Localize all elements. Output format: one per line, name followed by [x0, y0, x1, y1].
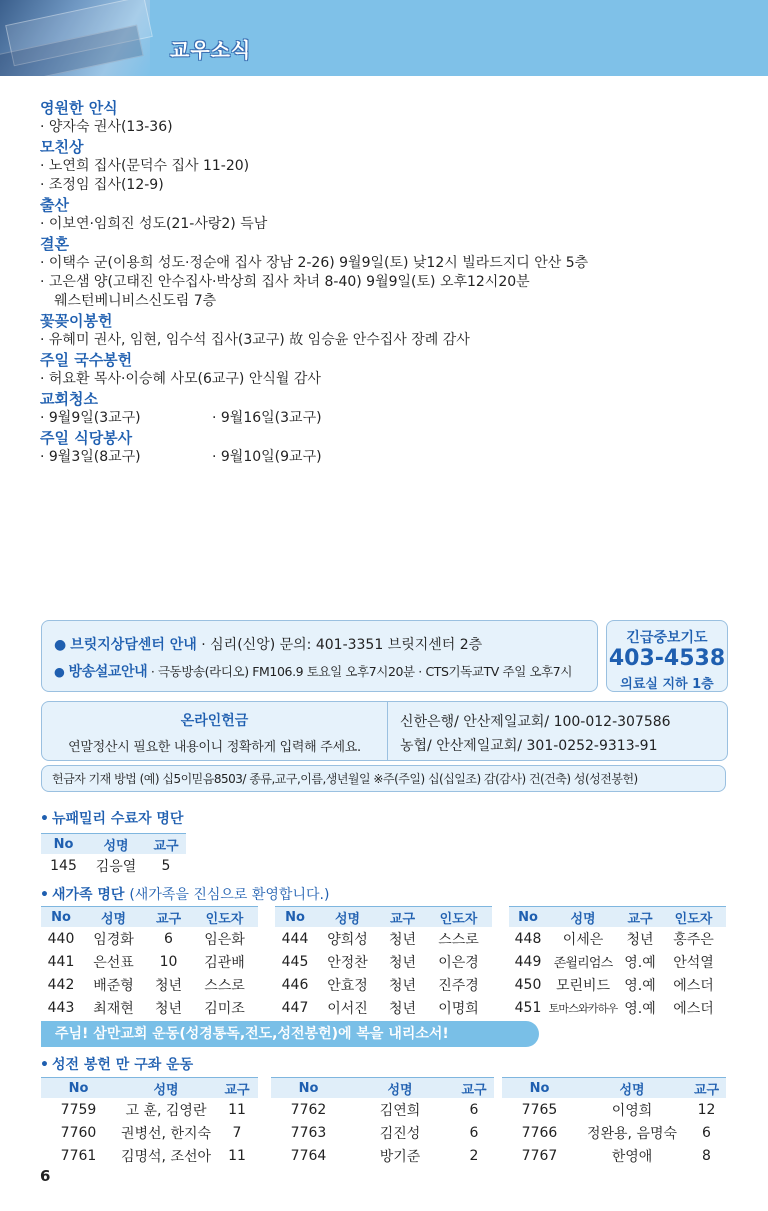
table-row	[41, 1121, 258, 1144]
table-cell: 김명석, 조선아	[120, 1148, 212, 1165]
table-row	[41, 1098, 258, 1121]
column-header: 교구	[216, 1078, 258, 1099]
table-cell: 김관배	[204, 954, 245, 971]
news-section-cleaning	[40, 390, 740, 428]
table-cell: 안정찬	[327, 954, 368, 971]
column-header: 교구	[454, 1078, 494, 1099]
table-cell: 방기준	[379, 1148, 421, 1165]
column-header: 교구	[687, 1078, 726, 1099]
table-cell: 443	[47, 999, 75, 1016]
table-cell: 이영희	[611, 1102, 653, 1119]
table-cell: 김진성	[379, 1125, 421, 1142]
table-row	[275, 927, 492, 950]
column-header: 교구	[619, 907, 661, 928]
table-cell: 6	[702, 1124, 711, 1141]
newcomers-table-1	[41, 906, 258, 1019]
table-cell: 에스더	[673, 977, 714, 994]
info-title: 브릿지상담센터 안내	[70, 637, 197, 653]
table-row	[275, 950, 492, 973]
table-row	[502, 1098, 726, 1121]
column-header: 인도자	[661, 907, 726, 928]
offering-accounts	[400, 710, 671, 758]
column-header: No	[509, 907, 547, 928]
news-list	[40, 98, 740, 467]
column-header: 인도자	[425, 907, 492, 928]
campaign-banner: 주님! 삼만교회 운동(성경통독,전도,성전봉헌)에 복을 내리소서!	[41, 1021, 539, 1047]
offering-left	[42, 702, 388, 760]
table-cell: 12	[697, 1101, 716, 1118]
bullet-dot-icon: •	[40, 811, 49, 827]
news-line: · 양자숙 권사(13-36)	[40, 119, 173, 135]
table-cell: 토마스와카하우	[548, 1001, 618, 1015]
info-title: 방송설교안내	[68, 664, 148, 680]
news-line	[40, 448, 740, 467]
header-band	[0, 0, 768, 76]
table-cell: 스스로	[438, 931, 479, 948]
family-table	[41, 833, 186, 877]
table-row	[275, 996, 492, 1019]
table-row	[275, 973, 492, 996]
schedule-item: · 9월3일(8교구)	[40, 449, 141, 465]
counseling-info	[54, 634, 482, 654]
table-cell: 한영애	[611, 1148, 653, 1165]
news-line: · 노연희 집사(문덕수 집사 11-20)	[40, 158, 250, 174]
table-cell: 6	[164, 930, 173, 947]
table-cell: 정완용, 음명숙	[586, 1125, 678, 1142]
bank-account: 농협/ 안산제일교회/ 301-0252-9313-91	[400, 738, 658, 754]
table-cell: 영.예	[624, 1000, 656, 1017]
info-box	[41, 620, 598, 692]
emergency-location: 의료실 지하 1층	[620, 677, 714, 692]
table-cell: 안효정	[327, 977, 368, 994]
column-header: 성명	[116, 1078, 216, 1099]
table-cell: 7766	[521, 1124, 558, 1141]
section-title: 출산	[40, 196, 69, 214]
newcomers-table-2	[275, 906, 492, 1019]
page-title: 교우소식	[170, 38, 252, 62]
table-cell: 445	[281, 953, 309, 970]
table-cell: 450	[514, 976, 542, 993]
column-header: 교구	[146, 907, 191, 928]
table-header	[271, 1078, 494, 1099]
table-cell: 2	[469, 1147, 479, 1164]
column-header: No	[275, 907, 315, 928]
info-text: · 심리(신앙) 문의: 401-3351 브릿지센터 2층	[196, 637, 483, 653]
table-cell: 449	[514, 953, 542, 970]
offering-title: 온라인헌금	[180, 713, 249, 729]
table-header: No 성명 교구	[41, 834, 186, 855]
table-cell: 444	[281, 930, 309, 947]
table-cell: 김미조	[204, 1000, 245, 1017]
table-row: 145 김응열 5	[50, 857, 171, 875]
table-cell: 청년	[388, 1000, 417, 1017]
table-cell: 이세은	[562, 931, 604, 948]
table-row	[271, 1098, 494, 1121]
table-cell: 7764	[290, 1147, 327, 1164]
table-row	[41, 996, 258, 1019]
info-text: · 극동방송(라디오) FM106.9 토요일 오후7시20분 · CTS기독교TV 주일 오후7시	[147, 664, 573, 679]
table-cell: 권병선, 한지숙	[120, 1125, 212, 1142]
table-row	[509, 927, 726, 950]
table-cell: 스스로	[204, 977, 245, 994]
news-section-noodles	[40, 351, 740, 389]
table-cell: 청년	[388, 977, 417, 994]
table-cell: 7761	[60, 1147, 97, 1164]
section-title: 주일 식당봉사	[40, 429, 133, 447]
table-cell: 존윌리엄스	[553, 956, 613, 971]
news-line: · 이보연·임희진 성도(21-사랑2) 득남	[40, 216, 268, 232]
table-header	[275, 907, 492, 928]
section-title: 영원한 안식	[40, 99, 118, 117]
bullet-dot-icon: •	[40, 1057, 49, 1073]
column-header: 성명	[577, 1078, 687, 1099]
section-title: 결혼	[40, 235, 69, 253]
table-cell: 청년	[626, 931, 654, 948]
schedule-item: · 9월9일(3교구)	[40, 410, 141, 426]
table-cell: 448	[514, 930, 542, 947]
news-line: · 유혜미 권사, 임현, 임수석 집사(3교구) 故 임승윤 안수집사 장례 감사	[40, 332, 470, 348]
table-row	[271, 1121, 494, 1144]
table-cell: 7760	[60, 1124, 97, 1141]
table-cell: 7	[232, 1124, 242, 1141]
table-cell: 451	[514, 999, 542, 1016]
news-section-mother	[40, 138, 740, 195]
offering-method: 헌금자 기재 방법 (예) 십5이믿음8503/ 종류,교구,이름,생년월일 ※주(주일) 십(십일조) 감(감사) 건(건축) 성(성전봉헌)	[41, 765, 726, 792]
table-row	[41, 1144, 258, 1167]
table-cell: 청년	[388, 931, 417, 948]
table-cell: 7763	[290, 1124, 327, 1141]
table-cell: 은선표	[93, 954, 134, 971]
table-row	[509, 996, 726, 1019]
table-header	[41, 1078, 258, 1099]
table-cell: 이명희	[438, 1000, 479, 1017]
section-title: 꽃꽂이봉헌	[40, 312, 113, 330]
table-cell: 10	[159, 953, 178, 970]
table-cell: 홍주은	[673, 931, 714, 948]
table-cell: 진주경	[438, 977, 479, 994]
table-cell: 8	[702, 1147, 711, 1164]
bullet-dot-icon: •	[40, 887, 49, 903]
column-header: 성명	[81, 907, 146, 928]
table-row	[502, 1121, 726, 1144]
news-section-wedding	[40, 235, 740, 311]
table-cell: 영.예	[624, 954, 656, 971]
table-row	[502, 1144, 726, 1167]
table-cell: 영.예	[624, 977, 656, 994]
table-cell: 이서진	[327, 1000, 368, 1017]
table-cell: 7765	[521, 1101, 558, 1118]
table-row	[509, 973, 726, 996]
column-header: 성명	[315, 907, 380, 928]
newcomers-table-3	[509, 906, 726, 1019]
table-cell: 7762	[290, 1101, 327, 1118]
table-cell: 에스더	[673, 1000, 714, 1017]
section-title: 모친상	[40, 138, 84, 156]
table-cell: 6	[469, 1101, 479, 1118]
page-number: 6	[40, 1167, 51, 1185]
table-cell: 11	[228, 1101, 246, 1118]
news-line: 웨스턴베니비스신도림 7층	[54, 293, 217, 309]
temple-table-1	[41, 1077, 258, 1167]
offering-notice: 연말정산시 필요한 내용이니 정확하게 입력해 주세요.	[68, 740, 361, 755]
column-header: No	[502, 1078, 577, 1099]
table-cell: 모린비드	[555, 977, 611, 994]
table-row	[41, 927, 258, 950]
table-header	[509, 907, 726, 928]
table-row	[271, 1144, 494, 1167]
news-line: · 허요환 목사·이승혜 사모(6교구) 안식월 감사	[40, 371, 321, 387]
section-title: 주일 국수봉헌	[40, 351, 133, 369]
table-cell: 6	[469, 1124, 479, 1141]
schedule-item: · 9월16일(3교구)	[212, 410, 322, 426]
table-cell: 440	[47, 930, 75, 947]
broadcast-info	[54, 661, 572, 681]
table-cell: 446	[281, 976, 309, 993]
table-cell: 임은화	[204, 931, 245, 948]
table-header	[502, 1078, 726, 1099]
table-cell: 양희성	[327, 931, 368, 948]
table-cell: 안석열	[673, 954, 714, 971]
news-line: · 이택수 군(이용희 성도·정순애 집사 장남 2-26) 9월9일(토) 낮12시 빌라드지디 안산 5층	[40, 255, 589, 271]
table-cell: 441	[47, 953, 75, 970]
newcomers-title: • 새가족 명단 (새가족을 진심으로 환영합니다.)	[40, 887, 330, 903]
news-section-flowers	[40, 312, 740, 350]
news-line	[40, 409, 740, 428]
table-cell: 이은경	[438, 954, 479, 971]
online-offering-box	[41, 701, 728, 761]
header-photo	[0, 0, 150, 76]
emergency-prayer-box	[606, 620, 728, 692]
table-cell: 배준형	[93, 977, 134, 994]
table-header	[41, 907, 258, 928]
column-header: 인도자	[191, 907, 258, 928]
news-line: · 조정임 집사(12-9)	[40, 177, 164, 193]
table-cell: 최재현	[93, 1000, 134, 1017]
column-header: No	[41, 1078, 116, 1099]
table-cell: 청년	[154, 1000, 183, 1017]
table-row	[41, 973, 258, 996]
column-header: 교구	[380, 907, 425, 928]
news-section-birth	[40, 196, 740, 234]
schedule-item: · 9월10일(9교구)	[212, 449, 322, 465]
table-cell: 447	[281, 999, 309, 1016]
table-cell: 11	[228, 1147, 246, 1164]
column-header: 성명	[346, 1078, 454, 1099]
table-cell: 청년	[388, 954, 417, 971]
table-cell: 고 훈, 김영란	[125, 1102, 207, 1119]
column-header: 성명	[547, 907, 619, 928]
bullet-icon: ●	[54, 637, 67, 653]
table-cell: 김연희	[379, 1102, 421, 1119]
news-line: · 고은샘 양(고태진 안수집사·박상희 집사 차녀 8-40) 9월9일(토) 오후12시20분	[40, 274, 530, 290]
temple-table-3	[502, 1077, 726, 1167]
news-section-rest	[40, 99, 740, 137]
table-row	[41, 950, 258, 973]
news-section-kitchen	[40, 429, 740, 467]
column-header: No	[41, 907, 81, 928]
temple-title: • 성전 봉헌 만 구좌 운동	[40, 1057, 194, 1073]
table-cell: 임경화	[93, 931, 134, 948]
table-cell: 7767	[521, 1147, 558, 1164]
emergency-phone: 403-4538	[608, 646, 726, 671]
bank-account: 신한은행/ 안산제일교회/ 100-012-307586	[400, 714, 671, 730]
emergency-title: 긴급중보기도	[626, 630, 708, 646]
table-cell: 청년	[154, 977, 183, 994]
table-cell: 442	[47, 976, 75, 993]
column-header: No	[271, 1078, 346, 1099]
section-title: 교회청소	[40, 390, 98, 408]
table-row	[509, 950, 726, 973]
bullet-icon: ●	[54, 664, 65, 679]
family-title: • 뉴패밀리 수료자 명단	[40, 811, 184, 827]
temple-table-2	[271, 1077, 494, 1167]
table-cell: 7759	[60, 1101, 97, 1118]
